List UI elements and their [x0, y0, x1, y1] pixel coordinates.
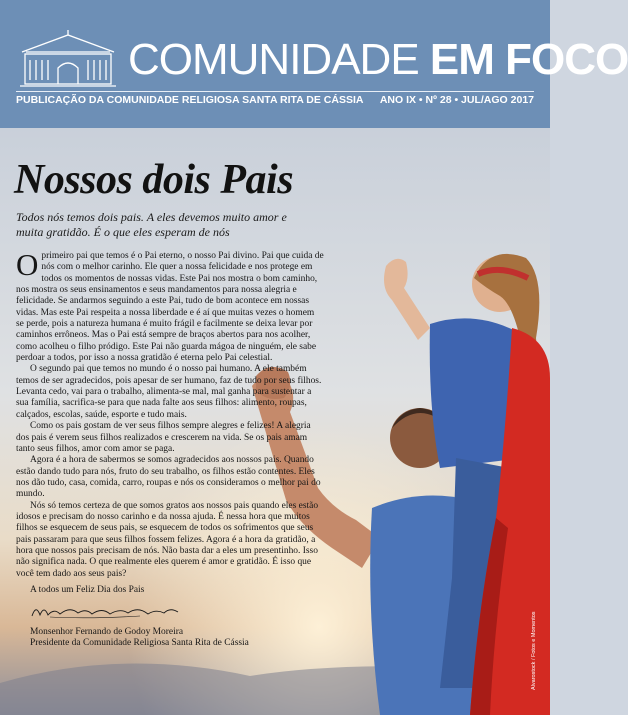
article-body: [16, 247, 324, 649]
masthead: [0, 0, 628, 128]
drop-cap: O: [16, 247, 39, 282]
paragraph-4: Agora é a hora de sabermos se somos agradecidos aos nossos pais. Quando estão dando tudo para nós, fruto do seu trabalho, os filhos estão contentes. Eles nos dão tudo, casa, comida, carro, roupas e nós os consideramos o melhor pai do mundo.: [16, 455, 321, 500]
signatory-title: Presidente da Comunidade Religiosa Santa Rita de Cássia: [30, 638, 249, 648]
paragraph-5: Nós só temos certeza de que somos gratos aos nossos pais quando eles estão idosos e precisam do nosso carinho e da nossa ajuda. É nessa hora que muitos filhos se esquecem de seus pais, se esquecem de todos os sofrimentos que seus pais passaram para que seus filhos fossem felizes. Agora é a hora da gratidão, a hora que nossos pais precisam de nós. Não basta dar a eles um presentinho. Isso não significa nada. O que realmente eles querem é amor e gratidão. É isso que você tem dado aos seus pais?: [16, 500, 319, 579]
paragraph-3: Como os pais gostam de ver seus filhos sempre alegres e felizes! A alegria dos pais é verem seus filhos realizados e crescerem na vida. Se os pais amam tanto seus filhos, amor com amor se paga.: [16, 421, 311, 454]
paragraph-1: Oprimeiro pai que temos é o Pai eterno, o nosso Pai divino. Pai que cuida de nós com o melhor carinho. Ele quer a nossa felicidade e nos protege em todos os momentos de nossas vidas. Este Pai nos mostra o bom caminho, nos mostra os seus ensinamentos e seus mandamentos para nossa alegria e felicidade. Se andarmos seguindo a este Pai, tudo de bom acontece em nossas vidas. Mas este Pai respeita a nossa liberdade e é aí que muitas vezes o homem se perde, pois a natureza humana é muito frágil e facilmente se deixa levar por caminhos errôneos. Mas o Pai está sempre de braços abertos para nos acolher, como acolheu o filho pródigo. Este Pai não guarda mágoa de ninguém, ele sabe perdoar a todos, por isso a nossa gratidão é eterna pelo Pai celestial.: [16, 247, 324, 364]
church-building-logo: [16, 30, 120, 88]
issue-info: ANO IX • Nº 28 • JUL/AGO 2017: [379, 94, 534, 106]
masthead-divider: [16, 91, 534, 92]
article-title: Nossos dois Pais: [14, 157, 294, 203]
handwritten-signature: [30, 602, 180, 620]
publication-subtitle: PUBLICAÇÃO DA COMUNIDADE RELIGIOSA SANTA RITA DE CÁSSIA: [16, 94, 364, 106]
publication-title: COMUNIDADE EM FOCO: [128, 35, 628, 84]
article-deck: Todos nós temos dois pais. A eles devemos muito amor e muita gratidão. É o que eles esperam de nós: [16, 210, 287, 239]
paragraph-2: O segundo pai que temos no mundo é o nosso pai humano. A ele também temos de ser agradecidos, pois apesar de ser humano, faz de tudo por seus filhos. Levanta cedo, vai para o trabalho, alimenta-se mal, mal ganha para sustentar a sua família, sacrifica-se para que nada falte aos seus filhos: alimento, roupas, calçados, escolas, saúde, esporte e tudo mais.: [16, 364, 322, 420]
closing-line: A todos um Feliz Dia dos Pais: [30, 584, 145, 595]
signatory-name: Monsenhor Fernando de Godoy Moreira: [30, 626, 184, 637]
photo-credit: Alvarostock / Fotos e Momentos: [531, 611, 537, 690]
